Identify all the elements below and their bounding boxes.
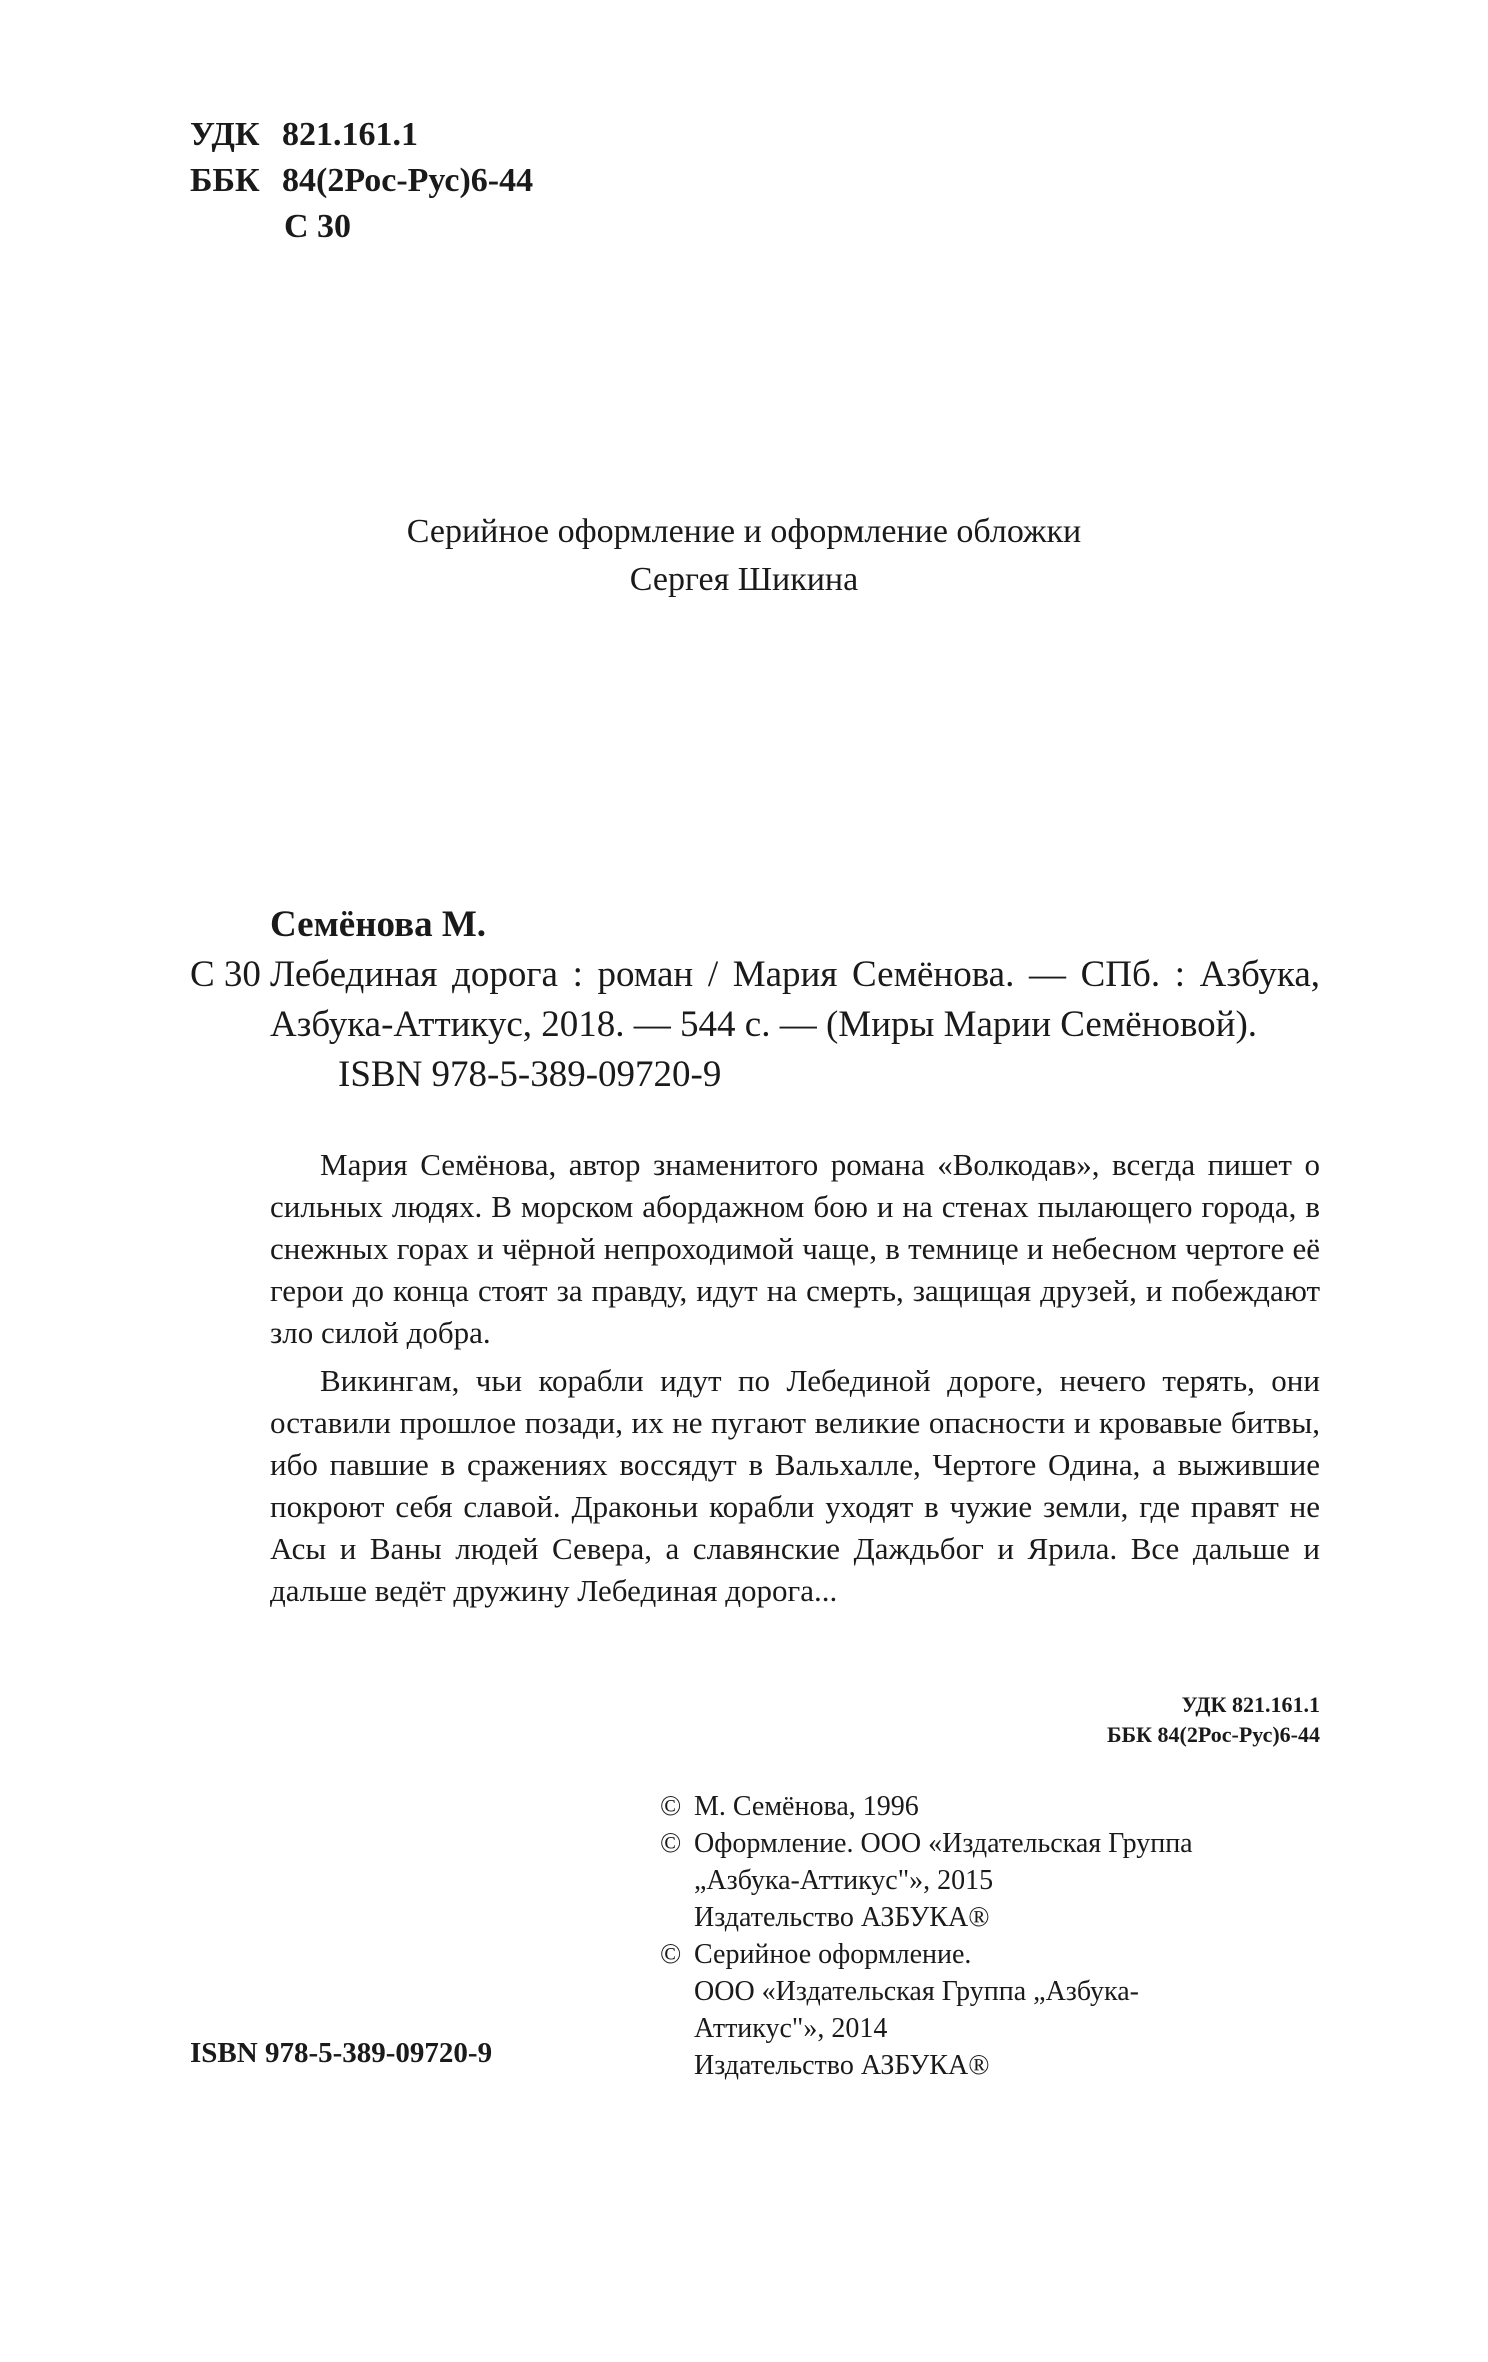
bibliographic-record bbox=[190, 900, 1320, 1100]
bbk-small: ББК 84(2Рос-Рус)6-44 bbox=[1106, 1722, 1320, 1747]
copyright-entry-design bbox=[660, 1825, 1320, 1936]
bbk-key: ББК bbox=[190, 162, 260, 199]
design-credits bbox=[0, 508, 1488, 604]
record-author: Семёнова М. bbox=[270, 904, 487, 945]
author-mark: С 30 bbox=[284, 208, 352, 245]
record-title: Лебединая дорога : роман / Мария Семёнова. — СПб. : Азбука, Азбука-Аттикус, 2018. — 544 с. — (Миры Марии Семёновой). bbox=[270, 954, 1320, 1045]
copyright-block bbox=[660, 1788, 1320, 2084]
classification-footer bbox=[990, 1690, 1320, 1750]
copyright-entry-1: М. Семёнова, 1996 bbox=[694, 1791, 919, 1822]
classification-header bbox=[190, 112, 533, 250]
record-isbn: ISBN 978-5-389-09720-9 bbox=[338, 1054, 722, 1095]
copyright-icon: © bbox=[660, 1939, 682, 1970]
annotation-paragraph-1: Мария Семёнова, автор знаменитого романа «Волкодав», всегда пишет о сильных людях. В морском абордажном бою и на стенах пылающего города, в снежных горах и чёрной непроходимой чаще, в темнице и небесном чертоге её герои до конца стоят за правду, идут на смерть, защищая друзей, и побеждают зло силой добра. bbox=[270, 1147, 1320, 1350]
credits-line-2: Сергея Шикина bbox=[629, 561, 859, 598]
annotation-paragraph-2: Викингам, чьи корабли идут по Лебединой дороге, нечего терять, они оставили прошлое позади, их не пугают великие опасности и кровавые битвы, ибо павшие в сражениях воссядут в Вальхалле, Чертоге Одина, а выжившие покроют себя славой. Драконьи корабли уходят в чужие земли, где правят не Асы и Ваны людей Севера, а славянские Даждьбог и Ярила. Все дальше и дальше ведёт дружину Лебединая дорога... bbox=[270, 1363, 1320, 1608]
bbk-row bbox=[190, 158, 533, 204]
isbn-footer: ISBN 978-5-389-09720-9 bbox=[190, 2037, 493, 2069]
copyright-icon: © bbox=[660, 1791, 682, 1822]
annotation bbox=[270, 1144, 1320, 1618]
udk-key: УДК bbox=[190, 116, 260, 153]
copyright-entry-3-line-2: ООО «Издательская Группа „Азбука- bbox=[694, 1976, 1139, 2007]
copyright-entry-3-line-4: Издательство АЗБУКА® bbox=[694, 2050, 990, 2081]
copyright-entry-author bbox=[660, 1788, 1320, 1825]
copyright-entry-3-line-3: Аттикус"», 2014 bbox=[694, 2013, 888, 2044]
copyright-entry-2-line-2: „Азбука-Аттикус"», 2015 bbox=[694, 1865, 994, 1896]
udk-row bbox=[190, 112, 533, 158]
bbk-value: 84(2Рос-Рус)6-44 bbox=[282, 162, 534, 199]
copyright-entry-series bbox=[660, 1936, 1320, 2084]
copyright-entry-3-line-1: Серийное оформление. bbox=[694, 1939, 972, 1970]
copyright-icon: © bbox=[660, 1828, 682, 1859]
udk-small: УДК 821.161.1 bbox=[1181, 1692, 1320, 1717]
udk-value: 821.161.1 bbox=[282, 116, 418, 153]
credits-line-1: Серийное оформление и оформление обложки bbox=[406, 513, 1082, 550]
record-mark: С 30 bbox=[190, 954, 261, 995]
record-body bbox=[190, 950, 1320, 1050]
copyright-entry-2-line-1: Оформление. ООО «Издательская Группа bbox=[694, 1828, 1193, 1859]
copyright-entry-2-line-3: Издательство АЗБУКА® bbox=[694, 1902, 990, 1933]
